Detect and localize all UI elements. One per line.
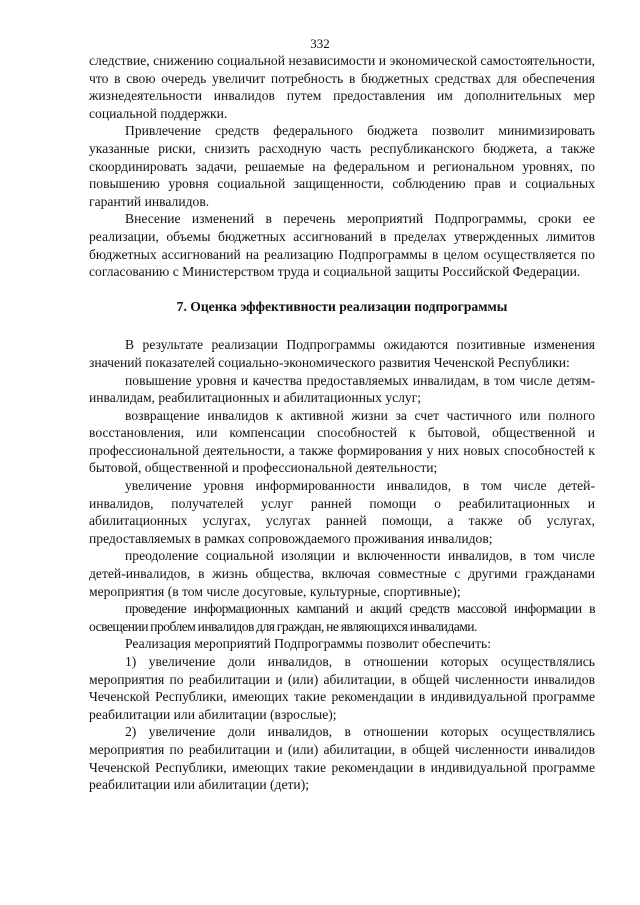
paragraph-expected-results: В результате реализации Подпрограммы ожидаются позитивные изменения значений показателей социально-экономического развития Чеченской Республики: <box>89 337 595 370</box>
section-heading: 7. Оценка эффективности реализации подпрограммы <box>176 298 508 314</box>
document-body <box>89 52 595 794</box>
list-item-awareness: увеличение уровня информированности инвалидов, в том числе детей-инвалидов, получателей услуг ранней помощи о реабилитационных и абилитационных услугах, услугах ранней помощи, а также об услугах, предоставляемых в рамках сопровождаемого проживания инвалидов; <box>89 478 595 546</box>
paragraph-federal-budget: Привлечение средств федерального бюджета позволит минимизировать указанные риски, снизить расходную часть республиканского бюджета, а также скоординировать задачи, решаемые на федеральном и региональном уровнях, по повышению уровня социальной защищенности, соблюдению прав и социальных гарантий инвалидов. <box>89 123 595 209</box>
list-item-quality: повышение уровня и качества предоставляемых инвалидам, в том числе детям-инвалидам, реабилитационных и абилитационных услуг; <box>89 372 595 406</box>
paragraph-will-ensure: Реализация мероприятий Подпрограммы позволит обеспечить: <box>125 636 491 652</box>
paragraph-continuation: следствие, снижению социальной независимости и экономической самостоятельности, что в свою очередь увеличит потребность в бюджетных средствах для обеспечения жизнедеятельности инвалидов путем предоставления им дополнительных мер социальной поддержки. <box>89 53 595 121</box>
numbered-item-1: 1) увеличение доли инвалидов, в отношении которых осуществлялись мероприятия по реабилитации и (или) абилитации, в общей численности инвалидов Чеченской Республики, имеющих такие рекомендации в индивидуальной программе реабилитации или абилитации (взрослые); <box>89 654 595 722</box>
list-item-isolation: преодоление социальной изоляции и включенности инвалидов, в том числе детей-инвалидов, в жизнь общества, включая совместные с другими гражданами мероприятия (в том числе досуговые, культурные, спортивные); <box>89 548 595 599</box>
list-item-media-campaigns: проведение информационных кампаний и акций средств массовой информации в освещении проблем инвалидов для граждан, не являющихся инвалидами. <box>89 601 595 634</box>
page-number: 332 <box>310 36 330 51</box>
paragraph-changes: Внесение изменений в перечень мероприятий Подпрограммы, сроки ее реализации, объемы бюджетных ассигнований в пределах утвержденных лимитов бюджетных ассигнований на реализацию Подпрограммы в целом осуществляется по согласованию с Министерством труда и социальной защиты Российской Федерации. <box>89 211 595 280</box>
numbered-item-2: 2) увеличение доли инвалидов, в отношении которых осуществлялись мероприятия по реабилитации и (или) абилитации, в общей численности инвалидов Чеченской Республики, имеющих такие рекомендации в индивидуальной программе реабилитации или абилитации (дети); <box>89 724 595 793</box>
list-item-return-to-life: возвращение инвалидов к активной жизни за счет частичного или полного восстановления, или компенсации способностей к бытовой, общественной и профессиональной деятельности, а также формирования у них новых способностей к бытовой, общественной и профессиональной деятельности; <box>89 407 595 476</box>
